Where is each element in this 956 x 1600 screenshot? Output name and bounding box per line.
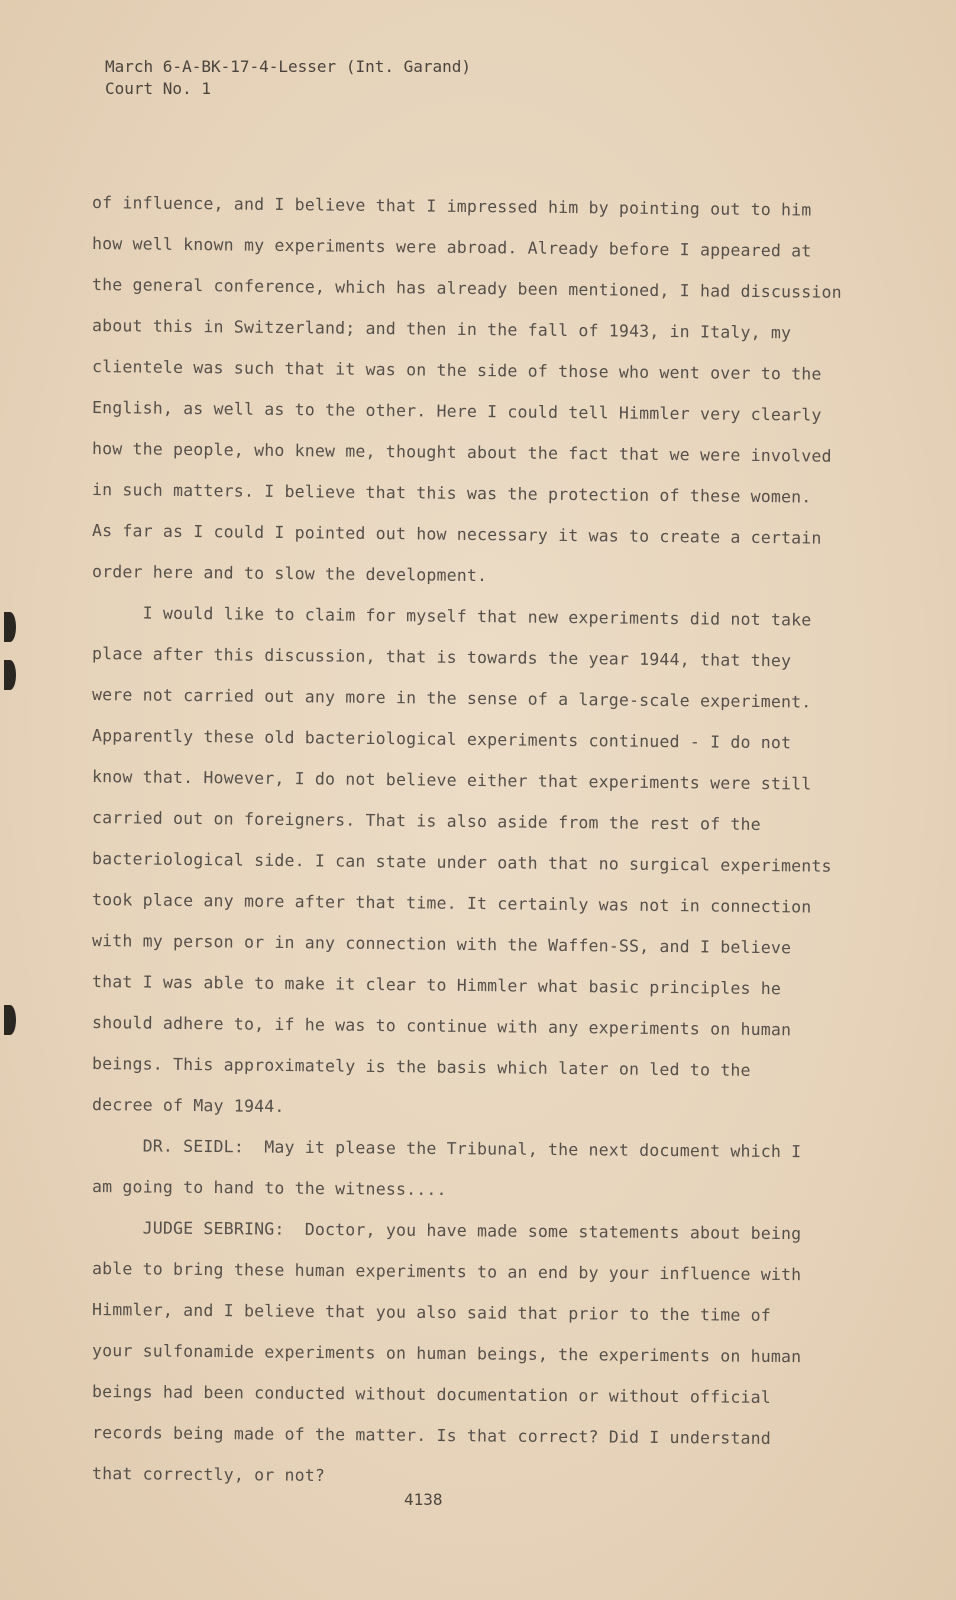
text-line: records being made of the matter. Is that correct? Did I understand [91,1423,772,1448]
text-line: the general conference, which has already been mentioned, I had discussion [91,275,842,302]
text-line: how the people, who knew me, thought about the fact that we were involved [91,439,832,466]
text-line: know that. However, I do not believe either that experiments were still [91,767,812,794]
text-line: how well known my experiments were abroad. Already before I appeared at [91,234,812,261]
header-court: Court No. 1 [105,79,211,98]
text-line: able to bring these human experiments to an end by your influence with [91,1259,802,1285]
document-header [105,56,471,100]
text-line: that I was able to make it clear to Himmler what basic principles he [91,972,782,999]
text-line: carried out on foreigners. That is also aside from the rest of the [91,808,761,835]
binding-hole-mark [4,1005,16,1035]
text-line: should adhere to, if he was to continue with any experiments on human [91,1013,792,1040]
text-line: were not carried out any more in the sense of a large-scale experiment. [91,685,812,712]
text-line: beings. This approximately is the basis which later on led to the [91,1054,751,1080]
text-line: beings had been conducted without documentation or without official [91,1382,772,1407]
binding-hole-mark [4,612,16,642]
text-line: took place any more after that time. It certainly was not in connection [91,890,812,917]
text-line: that correctly, or not? [91,1464,326,1486]
text-line: bacteriological side. I can state under oath that no surgical experiments [91,849,832,876]
text-line: English, as well as to the other. Here I could tell Himmler very clearly [91,398,822,425]
text-line: JUDGE SEBRING: Doctor, you have made some statements about being [91,1218,802,1244]
text-line: Apparently these old bacteriological experiments continued - I do not [91,726,792,753]
text-line: of influence, and I believe that I impressed him by pointing out to him [91,193,812,220]
page-number: 4138 [404,1490,443,1509]
document-body [92,182,862,1494]
text-line: place after this discussion, that is towards the year 1944, that they [91,644,792,671]
text-line: decree of May 1944. [91,1095,285,1117]
text-line: clientele was such that it was on the side of those who went over to the [91,357,822,384]
text-line: with my person or in any connection with the Waffen-SS, and I believe [91,931,792,958]
text-line: Himmler, and I believe that you also said that prior to the time of [91,1300,772,1325]
text-line: your sulfonamide experiments on human beings, the experiments on human [91,1341,802,1367]
text-line: about this in Switzerland; and then in the fall of 1943, in Italy, my [91,316,792,343]
text-line: DR. SEIDL: May it please the Tribunal, the next document which I [91,1136,802,1162]
text-line: I would like to claim for myself that new experiments did not take [91,603,812,630]
text-line: in such matters. I believe that this was the protection of these women. [91,480,812,507]
text-line: As far as I could I pointed out how necessary it was to create a certain [91,521,822,548]
binding-hole-mark [4,660,16,690]
text-line: order here and to slow the development. [91,562,488,586]
text-line: am going to hand to the witness.... [91,1177,447,1200]
header-reference: March 6-A-BK-17-4-Lesser (Int. Garand) [105,57,472,76]
